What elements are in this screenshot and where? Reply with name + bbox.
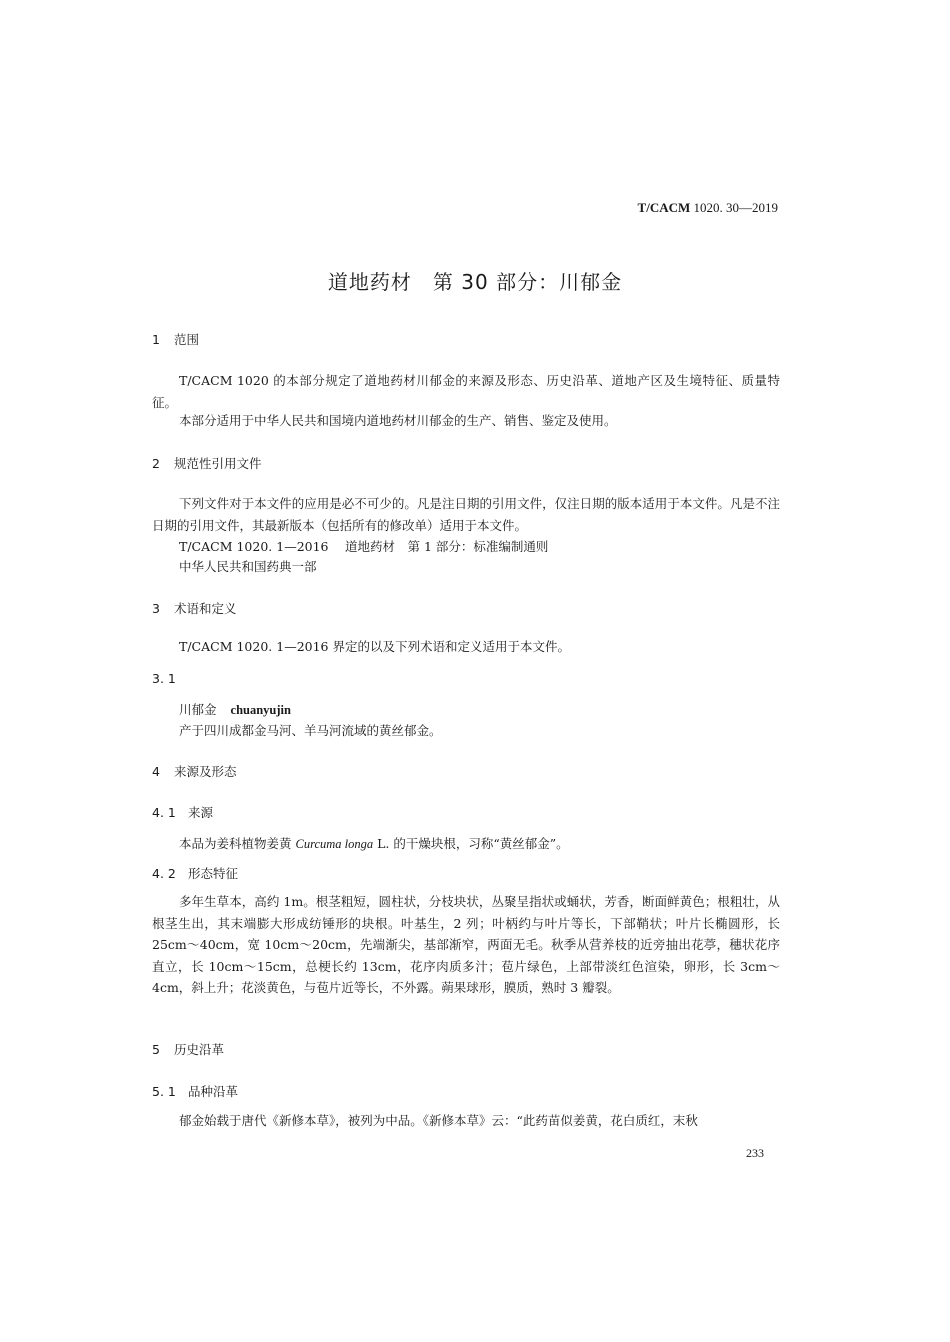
source-text-suffix: L. 的干燥块根，习称“黄丝郁金”。 [373, 836, 569, 851]
term-chinese: 川郁金 [179, 702, 217, 717]
section-2-paragraph-1: 下列文件对于本文件的应用是必不可少的。凡是注日期的引用文件，仅注日期的版本适用于本文件。凡是不注日期的引用文件，其最新版本（包括所有的修改单）适用于本文件。 [152, 496, 780, 533]
term-definition: 产于四川成都金马河、羊马河流域的黄丝郁金。 [179, 723, 442, 738]
subsection-title: 来源 [188, 805, 214, 820]
section-4-1-text [179, 834, 569, 852]
section-title: 历史沿革 [174, 1042, 225, 1057]
section-title: 范围 [174, 332, 200, 347]
section-1-paragraph-2: 本部分适用于中华人民共和国境内道地药材川郁金的生产、销售、鉴定及使用。 [179, 413, 617, 428]
section-1-heading [152, 330, 199, 348]
subsection-number: 4. 2 [152, 866, 176, 881]
section-5-1-text: 郁金始载于唐代《新修本草》，被列为中品。《新修本草》云：“此药苗似姜黄，花白质红，末秋 [179, 1113, 698, 1128]
subsection-5-1-heading [152, 1082, 238, 1100]
section-4-2-text: 多年生草本，高约 1m。根茎粗短，圆柱状，分枝块状，丛聚呈指状或蛹状，芳香，断面鲜黄色；根粗壮，从根茎生出，其末端膨大形成纺锤形的块根。叶基生，2 列；叶柄约与叶片等长，下部鞘状；叶片长椭圆形，长 25cm～40cm，宽 10cm～20cm，先端渐尖，基部渐窄，两面无毛。秋季从营养枝的近旁抽出花葶，穗状花序直立，长 10cm～15cm，总梗长约 13cm，花序肉质多汁；苞片绿色，上部带淡红色渲染，卵形，长 3cm～4cm，斜上升；花淡黄色，与苞片近等长，不外露。蒴果球形，膜质，熟时 3 瓣裂。 [152, 894, 780, 995]
section-1-paragraph-1: T/CACM 1020 的本部分规定了道地药材川郁金的来源及形态、历史沿革、道地产区及生境特征、质量特征。 [152, 373, 780, 410]
reference-item: T/CACM 1020. 1—2016 道地药材 第 1 部分：标准编制通则 [179, 539, 549, 554]
subsection-title: 形态特征 [188, 866, 239, 881]
section-number: 2 [152, 456, 160, 471]
standard-number: 1020. 30—2019 [693, 200, 778, 215]
subsection-number: 5. 1 [152, 1084, 176, 1099]
section-4-heading [152, 762, 237, 780]
section-3-paragraph-1: T/CACM 1020. 1—2016 界定的以及下列术语和定义适用于本文件。 [179, 639, 570, 654]
term-entry [179, 700, 291, 718]
standard-prefix: T/CACM [637, 200, 691, 215]
section-title: 规范性引用文件 [174, 456, 262, 471]
section-title: 来源及形态 [174, 764, 237, 779]
subsection-number: 4. 1 [152, 805, 176, 820]
subsection-4-2-heading [152, 864, 238, 882]
reference-item: 中华人民共和国药典一部 [179, 559, 317, 574]
section-3-heading [152, 599, 237, 617]
page-number: 233 [746, 1146, 764, 1160]
term-english: chuanyujin [230, 703, 291, 717]
section-5-heading [152, 1040, 224, 1058]
section-number: 5 [152, 1042, 160, 1057]
subsection-title: 品种沿革 [188, 1084, 239, 1099]
section-title: 术语和定义 [174, 601, 237, 616]
standard-code [638, 200, 778, 216]
subsection-3-1-number: 3. 1 [152, 671, 176, 686]
section-number: 3 [152, 601, 160, 616]
section-number: 4 [152, 764, 160, 779]
source-text-prefix: 本品为姜科植物姜黄 [179, 836, 296, 851]
section-2-heading [152, 454, 262, 472]
section-number: 1 [152, 332, 160, 347]
subsection-4-1-heading [152, 803, 213, 821]
scientific-name: Curcuma longa [295, 837, 374, 851]
page-title: 道地药材 第 30 部分：川郁金 [327, 270, 623, 294]
